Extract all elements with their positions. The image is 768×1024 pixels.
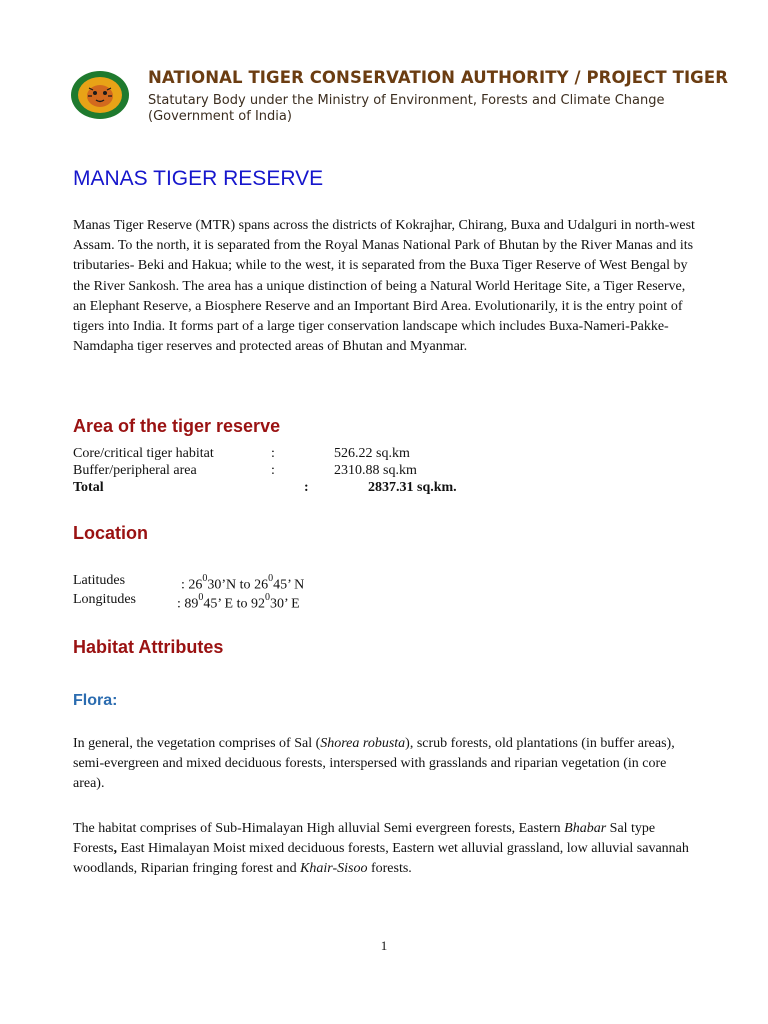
longitude-label: Longitudes — [73, 592, 136, 607]
area-value: 526.22 sq.km — [334, 446, 410, 461]
latitude-label: Latitudes — [73, 573, 126, 588]
page-title: MANAS TIGER RESERVE — [73, 167, 324, 190]
organization-government: (Government of India) — [148, 109, 292, 124]
flora-paragraph-2: The habitat comprises of Sub-Himalayan High alluvial Semi evergreen forests, Eastern Bhabar Sal type Forests, East Himalayan Moist mixed deciduous forests, Eastern wet alluvial grassland, low alluvial savannah woodlands, Riparian fringing forest and Khair-Sisoo forests. — [73, 821, 689, 877]
location-heading: Location — [73, 523, 148, 543]
longitude-value: : $89^045$’ E to $92^030$’ E — [177, 592, 300, 612]
area-value: 2310.88 sq.km — [334, 463, 417, 478]
area-total-value: 2837.31 sq.km. — [368, 480, 457, 495]
flora-paragraph-1: In general, the vegetation comprises of Sal (Shorea robusta), scrub forests, old plantations (in buffer areas), semi-evergreen and mixed deciduous forests, interspersed with grasslands and riparian vegetation (in core area). — [73, 736, 675, 792]
area-separator: : — [304, 480, 309, 495]
area-separator: : — [271, 463, 275, 478]
letterhead — [70, 68, 729, 128]
area-total-label: Total — [73, 480, 104, 495]
page-number: 1 — [380, 938, 388, 953]
area-label: Buffer/peripheral area — [73, 463, 197, 478]
habitat-heading: Habitat Attributes — [73, 637, 224, 657]
flora-heading: Flora: — [73, 692, 118, 709]
area-heading: Area of the tiger reserve — [73, 416, 281, 436]
organization-subtitle: Statutary Body under the Ministry of Environment, Forests and Climate Change — [148, 93, 665, 108]
organization-name: NATIONAL TIGER CONSERVATION AUTHORITY / PROJECT TIGER — [148, 68, 729, 87]
area-label: Core/critical tiger habitat — [73, 446, 214, 461]
intro-paragraph: Manas Tiger Reserve (MTR) spans across the districts of Kokrajhar, Chirang, Buxa and Udalguri in north-west Assam. To the north, it is separated from the Royal Manas National Park of Bhutan by the River Manas and its tributaries- Beki and Hakua; while to the west, it is separated from the Buxa Tiger Reserve of West Bengal by the River Sankosh. The area has a unique distinction of being a Natural World Heritage Site, a Tiger Reserve, an Elephant Reserve, a Biosphere Reserve and an Important Bird Area. Evolutionarily, it is the entry point of tigers into India. It forms part of a large tiger conservation landscape which includes Buxa-Nameri-Pakke-Namdapha tiger reserves and protected areas of Bhutan and Myanmar. — [73, 218, 695, 355]
tiger-emblem-icon — [70, 70, 132, 120]
area-separator: : — [271, 446, 275, 461]
latitude-value: : $26^030’N$ to $26^045$’ N — [181, 573, 305, 593]
